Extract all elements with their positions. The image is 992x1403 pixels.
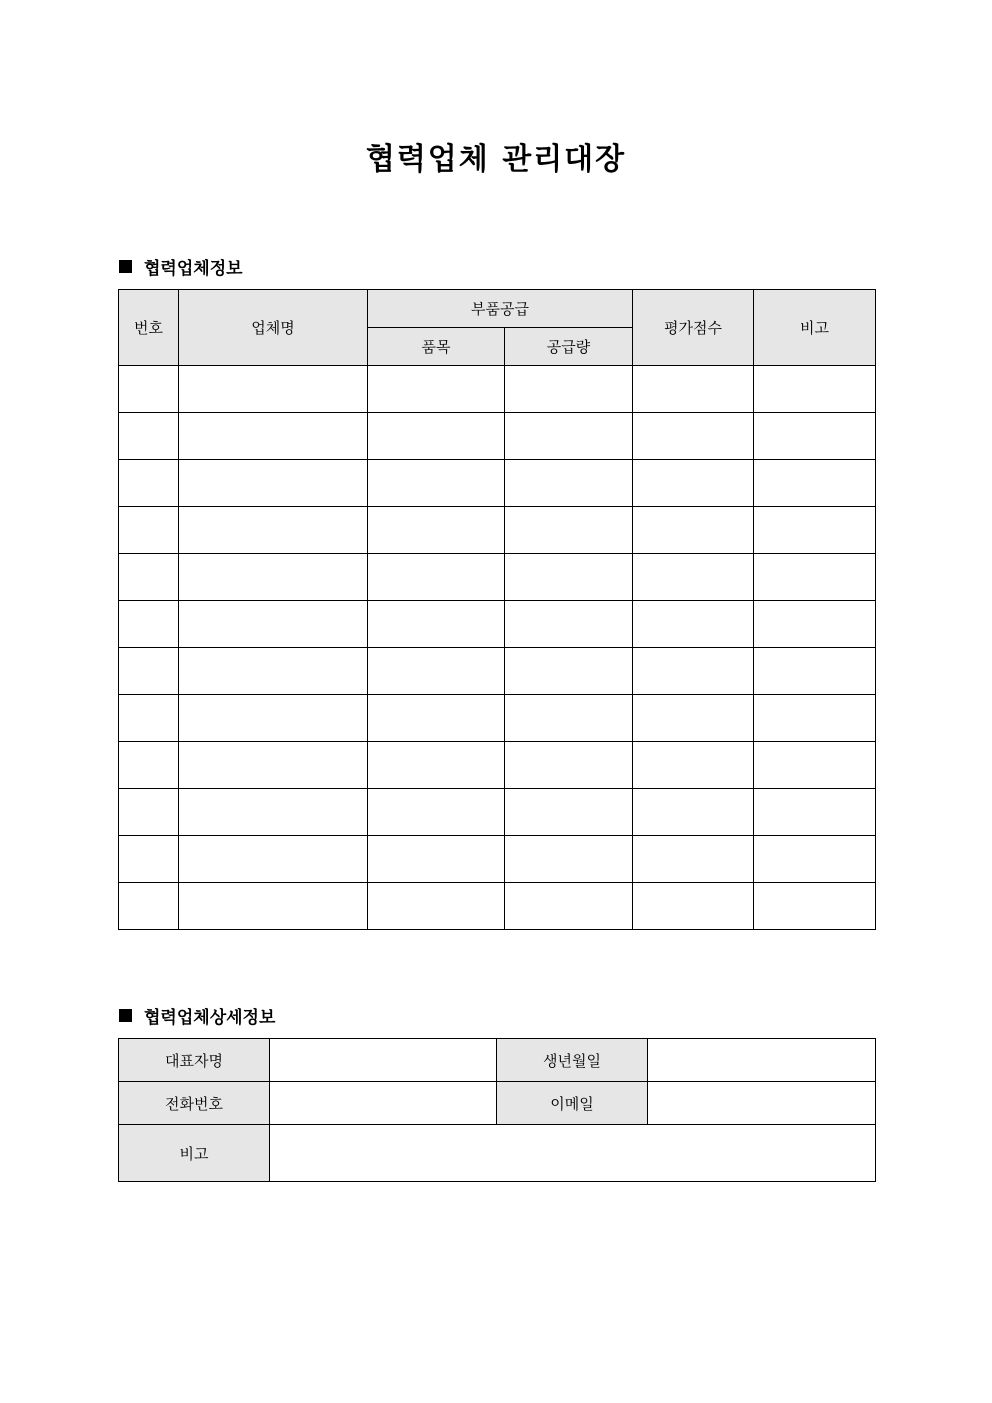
evaluation-score-cell[interactable] <box>633 460 754 507</box>
remarks-cell[interactable] <box>754 648 876 695</box>
supply-quantity-cell[interactable] <box>505 883 633 930</box>
remarks-cell[interactable] <box>754 883 876 930</box>
header-item: 품목 <box>368 328 505 366</box>
company-name-cell[interactable] <box>179 742 368 789</box>
label-representative: 대표자명 <box>119 1039 270 1082</box>
supply-quantity-cell[interactable] <box>505 507 633 554</box>
remarks-cell[interactable] <box>754 507 876 554</box>
item-cell[interactable] <box>368 460 505 507</box>
item-cell[interactable] <box>368 883 505 930</box>
header-parts-supply: 부품공급 <box>368 290 633 328</box>
remarks-cell[interactable] <box>754 366 876 413</box>
label-phone: 전화번호 <box>119 1082 270 1125</box>
header-company-name: 업체명 <box>179 290 368 366</box>
remarks-cell[interactable] <box>754 789 876 836</box>
company-name-cell[interactable] <box>179 695 368 742</box>
header-remarks: 비고 <box>754 290 876 366</box>
remarks-cell[interactable] <box>754 695 876 742</box>
item-cell[interactable] <box>368 366 505 413</box>
evaluation-score-cell[interactable] <box>633 883 754 930</box>
company-name-cell[interactable] <box>179 554 368 601</box>
remarks-field[interactable] <box>270 1125 876 1182</box>
birthdate-field[interactable] <box>648 1039 876 1082</box>
number-cell[interactable] <box>119 695 179 742</box>
company-name-cell[interactable] <box>179 789 368 836</box>
evaluation-score-cell[interactable] <box>633 789 754 836</box>
evaluation-score-cell[interactable] <box>633 507 754 554</box>
label-email: 이메일 <box>497 1082 648 1125</box>
item-cell[interactable] <box>368 648 505 695</box>
table-row <box>119 695 876 742</box>
table-row <box>119 648 876 695</box>
table-row <box>119 883 876 930</box>
evaluation-score-cell[interactable] <box>633 554 754 601</box>
evaluation-score-cell[interactable] <box>633 601 754 648</box>
number-cell[interactable] <box>119 601 179 648</box>
company-name-cell[interactable] <box>179 507 368 554</box>
number-cell[interactable] <box>119 507 179 554</box>
email-field[interactable] <box>648 1082 876 1125</box>
number-cell[interactable] <box>119 366 179 413</box>
item-cell[interactable] <box>368 507 505 554</box>
company-name-cell[interactable] <box>179 460 368 507</box>
company-name-cell[interactable] <box>179 883 368 930</box>
remarks-cell[interactable] <box>754 554 876 601</box>
supply-quantity-cell[interactable] <box>505 742 633 789</box>
table-row <box>119 601 876 648</box>
table-row <box>119 836 876 883</box>
company-name-cell[interactable] <box>179 836 368 883</box>
partner-info-table <box>118 289 876 930</box>
supply-quantity-cell[interactable] <box>505 460 633 507</box>
phone-field[interactable] <box>270 1082 497 1125</box>
table-row <box>119 789 876 836</box>
header-evaluation-score: 평가점수 <box>633 290 754 366</box>
section-heading-label: 협력업체정보 <box>144 259 243 279</box>
item-cell[interactable] <box>368 554 505 601</box>
item-cell[interactable] <box>368 695 505 742</box>
number-cell[interactable] <box>119 836 179 883</box>
supply-quantity-cell[interactable] <box>505 413 633 460</box>
remarks-cell[interactable] <box>754 836 876 883</box>
representative-field[interactable] <box>270 1039 497 1082</box>
table-row <box>119 366 876 413</box>
item-cell[interactable] <box>368 836 505 883</box>
header-supply-quantity: 공급량 <box>505 328 633 366</box>
supply-quantity-cell[interactable] <box>505 554 633 601</box>
number-cell[interactable] <box>119 789 179 836</box>
section-heading-partner-info <box>119 254 243 279</box>
evaluation-score-cell[interactable] <box>633 648 754 695</box>
company-name-cell[interactable] <box>179 601 368 648</box>
section-heading-partner-detail <box>119 1003 275 1028</box>
supply-quantity-cell[interactable] <box>505 789 633 836</box>
supply-quantity-cell[interactable] <box>505 695 633 742</box>
number-cell[interactable] <box>119 554 179 601</box>
item-cell[interactable] <box>368 742 505 789</box>
table-row <box>119 742 876 789</box>
company-name-cell[interactable] <box>179 413 368 460</box>
evaluation-score-cell[interactable] <box>633 366 754 413</box>
number-cell[interactable] <box>119 742 179 789</box>
evaluation-score-cell[interactable] <box>633 413 754 460</box>
remarks-cell[interactable] <box>754 413 876 460</box>
item-cell[interactable] <box>368 413 505 460</box>
label-birthdate: 생년월일 <box>497 1039 648 1082</box>
section-heading-label: 협력업체상세정보 <box>144 1008 276 1028</box>
company-name-cell[interactable] <box>179 648 368 695</box>
square-bullet-icon <box>119 260 132 273</box>
number-cell[interactable] <box>119 883 179 930</box>
page-title: 협력업체 관리대장 <box>365 142 627 177</box>
item-cell[interactable] <box>368 601 505 648</box>
table-row <box>119 554 876 601</box>
header-number: 번호 <box>119 290 179 366</box>
evaluation-score-cell[interactable] <box>633 836 754 883</box>
company-name-cell[interactable] <box>179 366 368 413</box>
evaluation-score-cell[interactable] <box>633 742 754 789</box>
supply-quantity-cell[interactable] <box>505 648 633 695</box>
number-cell[interactable] <box>119 460 179 507</box>
remarks-cell[interactable] <box>754 601 876 648</box>
table-row <box>119 413 876 460</box>
number-cell[interactable] <box>119 648 179 695</box>
number-cell[interactable] <box>119 413 179 460</box>
partner-detail-table <box>118 1038 876 1182</box>
remarks-cell[interactable] <box>754 742 876 789</box>
supply-quantity-cell[interactable] <box>505 836 633 883</box>
item-cell[interactable] <box>368 789 505 836</box>
square-bullet-icon <box>119 1009 132 1022</box>
table-row <box>119 507 876 554</box>
supply-quantity-cell[interactable] <box>505 366 633 413</box>
table-row <box>119 460 876 507</box>
supply-quantity-cell[interactable] <box>505 601 633 648</box>
evaluation-score-cell[interactable] <box>633 695 754 742</box>
label-remarks: 비고 <box>119 1125 270 1182</box>
remarks-cell[interactable] <box>754 460 876 507</box>
